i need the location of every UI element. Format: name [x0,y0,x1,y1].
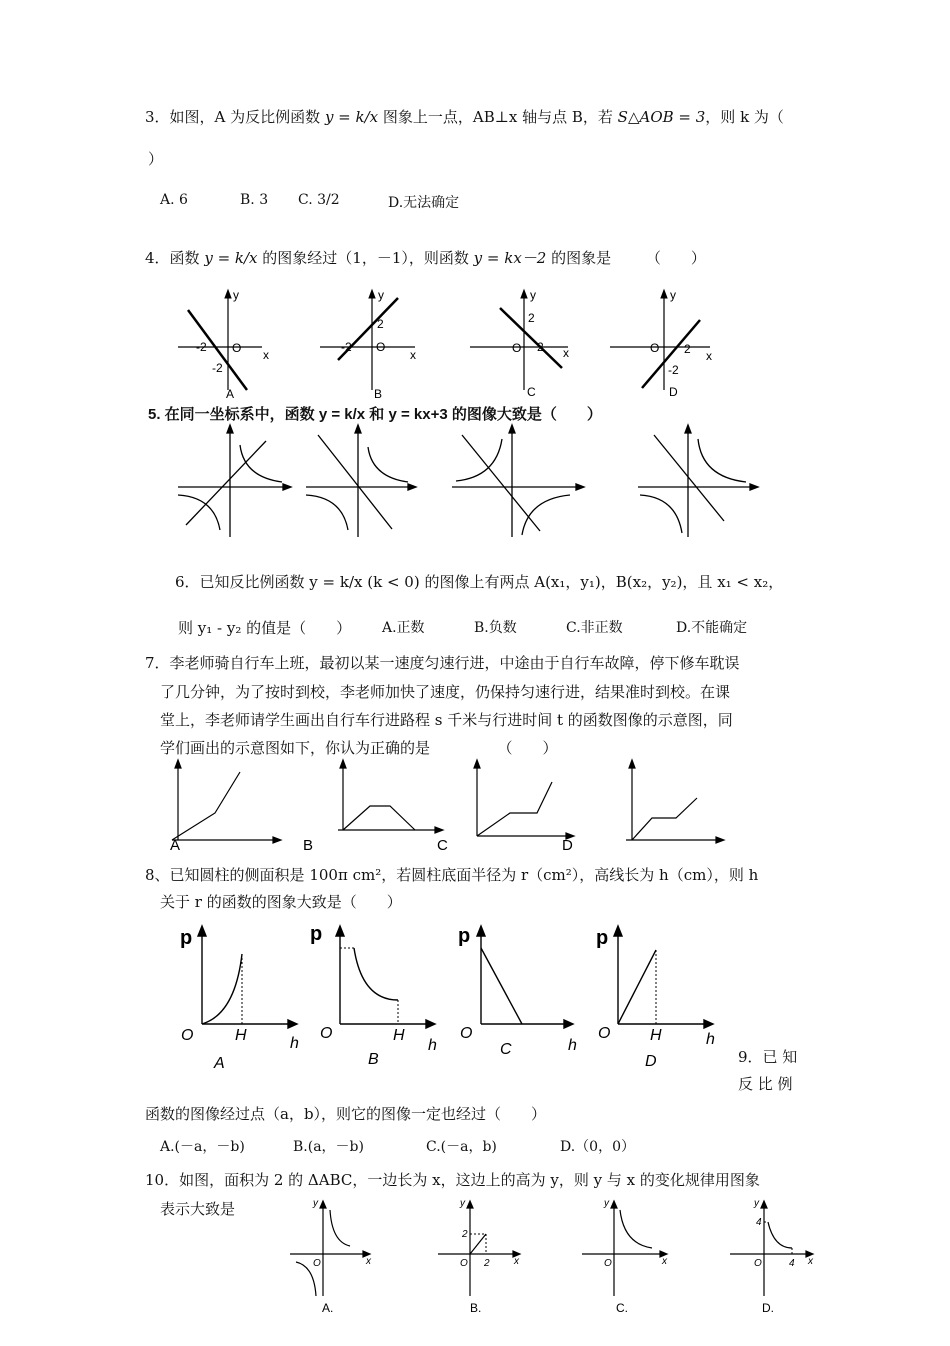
q4-b-x-label: x [410,348,416,362]
q10-d-y: y [754,1198,759,1209]
q6-line1: 6．已知反比例函数 y = k/x (k < 0) 的图像上有两点 A(x₁，y₁)，B(x₂，y₂)，且 x₁ < x₂， [175,573,784,591]
q10-c-y: y [604,1198,609,1209]
q10-a-o: O [313,1258,321,1269]
svg-text:2: 2 [377,317,384,331]
q10-graph-b [438,1201,520,1296]
q4-d-o-label: O [650,341,660,355]
q10-d-x: x [808,1256,813,1267]
q8-c-label: C [500,1041,512,1058]
q7-b-label: B [303,837,314,854]
q3-line [145,106,784,127]
q4-line [145,247,706,268]
q10-a-label: A. [322,1301,334,1315]
q5-graph-a [178,425,291,537]
q8-a-h-mark: H [235,1027,247,1044]
q10-a-x: x [366,1256,371,1267]
q8-b-o: O [320,1025,333,1042]
q4-graph-a [178,290,262,390]
q10-d-tick-y: 4 [756,1217,762,1228]
q10-a-y: y [313,1198,318,1209]
q3-suffix: 图象上一点，AB⊥x 轴与点 B，若 [382,108,613,126]
q4-formula2: y = kx－2 [473,249,547,267]
q8-d-label: D [645,1053,657,1070]
q8-graphs [0,918,950,1073]
q4-a-x-label: x [263,348,269,362]
q6-option-a: A.正数 [382,620,425,636]
q9-side1: 9．已 知 [738,1048,798,1066]
q7-graphs [0,758,950,853]
q10-d-label: D. [762,1301,774,1315]
q8-line2: 关于 r 的函数的图象大致是（ ） [160,893,402,911]
q8-b-h: h [428,1037,437,1054]
q6-option-b: B.负数 [474,620,517,636]
q10-b-o: O [460,1258,468,1269]
q3-tail: ，则 k 为（ [705,108,784,126]
q10-b-tick-x: 2 [484,1258,490,1269]
q7-line2: 了几分钟，为了按时到校，李老师加快了速度，仍保持匀速行进，结果准时到校。在课 [160,683,731,701]
q6-line2: 则 y₁ - y₂ 的值是（ ） [178,619,352,637]
svg-text:2: 2 [684,342,691,356]
q8-a-o: O [181,1027,194,1044]
q7-d-label: D [562,837,573,854]
q10-b-label: B. [470,1301,482,1315]
q4-formula: y = k/x [204,249,258,267]
q3-option-b: B. 3 [240,192,269,208]
q8-graph-b [336,926,435,1028]
q4-graph-d [610,290,710,390]
q4-d-y-label: y [670,288,676,302]
q4-graph-c [470,290,568,390]
q10-line1: 10．如图，面积为 2 的 ΔABC，一边长为 x，这边上的高为 y，则 y 与 x 的变化规律用图象 [145,1171,760,1189]
q10-b-tick-y: 2 [462,1229,468,1240]
q4-b-y-label: y [378,288,384,302]
q9-option-d: D.（0，0） [560,1139,635,1155]
q10-b-y: y [460,1198,465,1209]
svg-text:-2: -2 [212,361,223,375]
q7-graph-b [338,760,443,833]
q8-b-p: p [310,923,323,945]
q8-a-h: h [290,1035,299,1052]
q9-option-c: C.(－a，b) [426,1139,497,1155]
q7-line3: 堂上，李老师请学生画出自行车行进路程 s 千米与行进时间 t 的函数图像的示意图，同 [160,711,733,729]
q9-side2: 反 比 例 [738,1075,793,1093]
q4-c-y-label: y [530,288,536,302]
q6-option-c: C.非正数 [566,620,623,636]
svg-text:-2: -2 [668,363,679,377]
q7-line4: 学们画出的示意图如下，你认为正确的是 （ ） [160,739,558,757]
q8-a-label: A [214,1055,225,1072]
q8-graph-d [614,926,713,1028]
q4-a-o-label: O [232,341,242,355]
q4-b-o-label: O [376,340,386,354]
svg-text:-2: -2 [196,340,207,354]
q10-b-x: x [514,1256,519,1267]
q4-suffix: 的图象是 [551,249,612,267]
q4-d-x-label: x [706,349,712,363]
q10-c-label: C. [616,1301,628,1315]
q8-c-o: O [460,1025,473,1042]
q3-formula: y = k/x [324,108,379,126]
q7-c-label: C [437,837,448,854]
q10-c-x: x [662,1256,667,1267]
q9-option-a: A.(－a，－b) [160,1139,245,1155]
q5-graphs [0,425,950,540]
q8-d-p: p [596,927,609,949]
q10-c-o: O [604,1258,612,1269]
q5-graph-b [306,425,416,537]
q6-option-d: D.不能确定 [676,620,748,636]
q5-graph-c [452,425,584,537]
q5-graph-d [638,425,758,537]
svg-text:2: 2 [528,311,535,325]
q10-graph-d [730,1201,813,1296]
q8-d-h: h [706,1031,715,1048]
q10-d-tick-x: 4 [789,1258,795,1269]
q4-paren: （ ） [645,249,706,267]
q4-c-o-label: O [512,341,522,355]
q3-prefix: 3．如图，A 为反比例函数 [145,108,321,126]
q3-option-d: D.无法确定 [388,195,460,211]
q8-b-label: B [368,1051,379,1068]
q8-graph-a [198,926,297,1028]
q7-a-label: A [170,837,181,854]
q9-option-b: B.(a，－b) [293,1139,364,1155]
q7-graph-c [474,760,574,839]
q4-d-label: D [669,385,678,399]
svg-text:-2: -2 [341,340,352,354]
q10-graph-c [582,1201,667,1296]
q7-line1: 7．李老师骑自行车上班，最初以某一速度匀速行进，中途由于自行车故障，停下修车耽误 [145,654,740,672]
q8-d-o: O [598,1025,611,1042]
q4-b-label: B [374,387,383,401]
q10-graph-a [290,1201,370,1296]
q4-graph-b [320,290,415,390]
q4-a-y-label: y [233,288,239,302]
q4-prefix: 4．函数 [145,249,200,267]
q4-a-label: A [226,387,235,401]
q7-graph-d [626,760,724,843]
q5-line: 5. 在同一坐标系中，函数 y = k/x 和 y = kx+3 的图像大致是（ ） [148,406,602,423]
q8-a-p: p [180,927,193,949]
q3-close: ） [148,150,164,168]
q4-middle: 的图象经过（1，－1），则函数 [262,249,469,267]
q8-d-h-mark: H [650,1027,662,1044]
q7-graph-a [172,760,281,843]
q3-option-c: C. 3/2 [298,192,340,208]
q3-option-a: A. 6 [160,192,188,208]
q4-graphs [0,290,950,400]
q4-c-label: C [527,385,536,399]
q4-c-x-label: x [563,346,569,360]
q10-line2: 表示大致是 [160,1200,236,1218]
q8-c-p: p [458,925,471,947]
q8-line1: 8、已知圆柱的侧面积是 100π cm²，若圆柱底面半径为 r（cm²），高线长为 h（cm），则 h [145,866,759,884]
svg-text:2: 2 [537,340,544,354]
q3-area: S△AOB = 3 [617,108,706,126]
q8-b-h-mark: H [393,1027,405,1044]
q8-c-h: h [568,1037,577,1054]
q10-graphs [0,1196,950,1346]
q8-graph-c [477,926,573,1028]
q9-line: 函数的图像经过点（a，b），则它的图像一定也经过（ ） [145,1105,547,1123]
q10-d-o: O [754,1258,762,1269]
